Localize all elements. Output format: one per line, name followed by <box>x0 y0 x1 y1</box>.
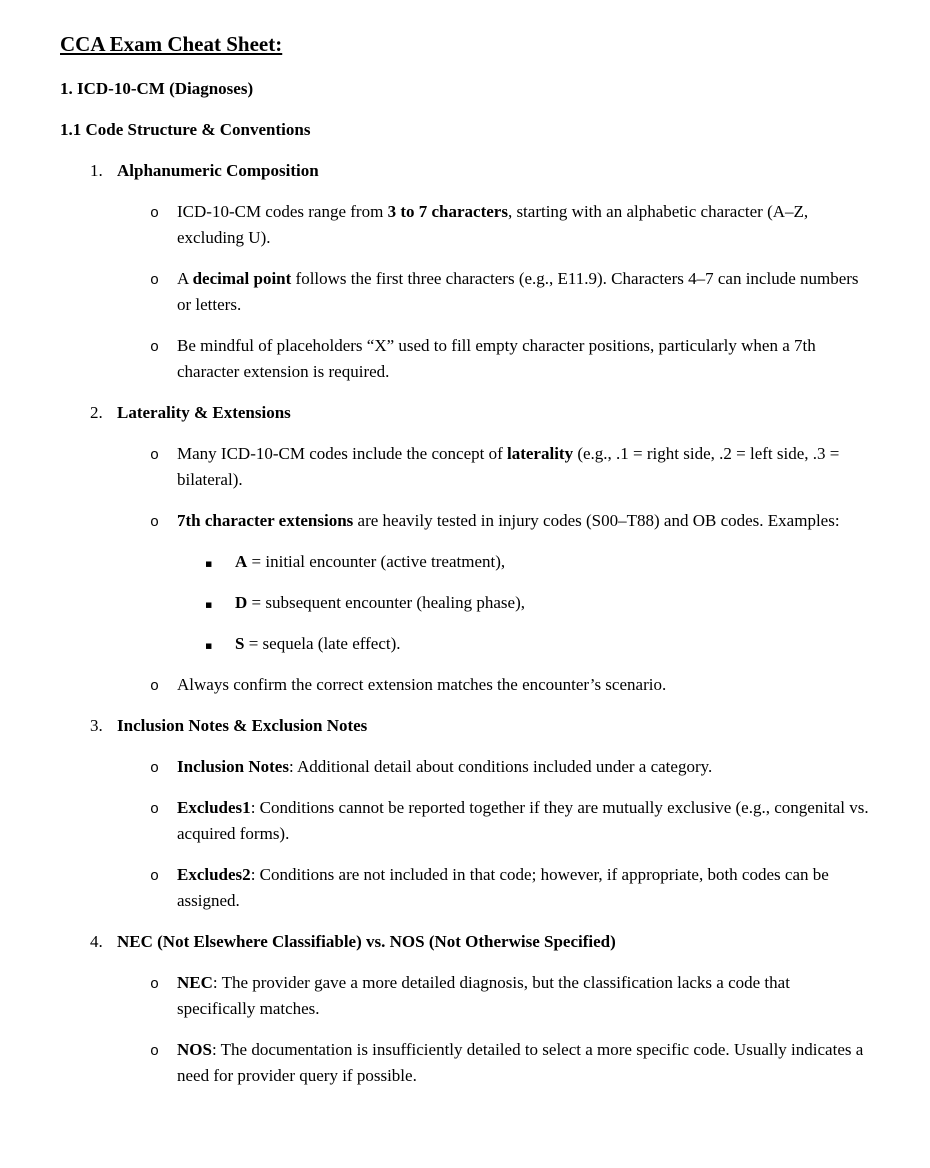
bold-run: 3 to 7 characters <box>387 202 508 221</box>
bold-run: A <box>235 552 248 571</box>
text-run: : The provider gave a more detailed diagnosis, but the classification lacks a code that specifically matches. <box>177 973 790 1018</box>
bullet-text <box>177 795 870 847</box>
bullet-item <box>150 672 870 698</box>
circle-bullet-icon: o <box>150 514 160 531</box>
bullet-item <box>150 1037 870 1089</box>
bullet-text <box>177 333 870 385</box>
circle-bullet-icon: o <box>150 1043 160 1060</box>
sub-bullet-text <box>235 631 870 657</box>
bullet-text <box>177 199 870 251</box>
bullet-item <box>150 333 870 385</box>
circle-bullet-icon: o <box>150 760 160 777</box>
bullet-text <box>177 1037 870 1089</box>
document-title: CCA Exam Cheat Sheet: <box>60 32 283 56</box>
bullet-item <box>150 508 870 534</box>
bullet-text <box>177 441 870 493</box>
bullet-item <box>150 862 870 914</box>
bullet-item <box>150 199 870 251</box>
text-run: follows the first three characters (e.g., E11.9). Characters 4–7 can include numbers or letters. <box>177 269 859 314</box>
bold-run: Excludes2 <box>177 865 251 884</box>
text-run: = sequela (late effect). <box>244 634 401 653</box>
numbered-item <box>90 400 870 426</box>
circle-bullet-icon: o <box>150 678 160 695</box>
circle-bullet-icon: o <box>150 447 160 464</box>
text-run: A <box>177 269 193 288</box>
text-run: : Conditions cannot be reported together if they are mutually exclusive (e.g., congenital vs. acquired forms). <box>177 798 869 843</box>
sub-bullet-text <box>235 590 870 616</box>
subsection-heading: 1.1 Code Structure & Conventions <box>60 120 311 139</box>
bold-run: 7th character extensions <box>177 511 354 530</box>
list-number: 1. <box>90 161 103 180</box>
circle-bullet-icon: o <box>150 272 160 289</box>
circle-bullet-icon: o <box>150 801 160 818</box>
bold-run: D <box>235 593 248 612</box>
text-run: Be mindful of placeholders “X” used to fill empty character positions, particularly when a 7th character extension is required. <box>177 336 816 381</box>
bullet-item <box>150 441 870 493</box>
list-number: 3. <box>90 716 103 735</box>
bold-run: S <box>235 634 245 653</box>
sub-bullet-text <box>235 549 870 575</box>
bold-run: Excludes1 <box>177 798 251 817</box>
bullet-text <box>177 266 870 318</box>
bold-run: Inclusion Notes <box>177 757 289 776</box>
bold-run: NEC <box>177 973 213 992</box>
text-run: = initial encounter (active treatment), <box>247 552 506 571</box>
item-heading: Alphanumeric Composition <box>117 161 319 180</box>
bullet-item <box>150 795 870 847</box>
text-run: : The documentation is insufficiently detailed to select a more specific code. Usually indicates a need for provider query if possible. <box>177 1040 864 1085</box>
item-heading: Laterality & Extensions <box>117 403 291 422</box>
circle-bullet-icon: o <box>150 976 160 993</box>
bold-run: decimal point <box>192 269 292 288</box>
bullet-item <box>150 754 870 780</box>
text-run: are heavily tested in injury codes (S00–T88) and OB codes. Examples: <box>353 511 840 530</box>
text-run: : Conditions are not included in that code; however, if appropriate, both codes can be assigned. <box>177 865 829 910</box>
text-run: = subsequent encounter (healing phase), <box>247 593 526 612</box>
bullet-item <box>150 970 870 1022</box>
numbered-item <box>90 158 870 184</box>
list-number: 4. <box>90 932 103 951</box>
bold-run: NOS <box>177 1040 212 1059</box>
bullet-text <box>177 862 870 914</box>
item-heading: Inclusion Notes & Exclusion Notes <box>117 716 368 735</box>
bullet-text <box>177 970 870 1022</box>
text-run: , starting with an alphabetic character (A–Z, excluding U). <box>177 202 809 247</box>
text-run: Many ICD-10-CM codes include the concept of <box>177 444 507 463</box>
sub-bullet-item <box>205 631 870 657</box>
bold-run: laterality <box>507 444 574 463</box>
text-run: (e.g., .1 = right side, .2 = left side, .3 = bilateral). <box>177 444 840 489</box>
numbered-item <box>90 713 870 739</box>
square-bullet-icon: ▪ <box>205 639 213 652</box>
text-run: ICD-10-CM codes range from <box>177 202 388 221</box>
circle-bullet-icon: o <box>150 205 160 222</box>
text-run: Always confirm the correct extension matches the encounter’s scenario. <box>177 675 667 694</box>
bullet-item <box>150 266 870 318</box>
sub-bullet-item <box>205 590 870 616</box>
outline-list <box>60 158 870 1089</box>
bullet-text <box>177 508 870 534</box>
square-bullet-icon: ▪ <box>205 598 213 611</box>
sub-bullet-item <box>205 549 870 575</box>
bullet-text <box>177 672 870 698</box>
square-bullet-icon: ▪ <box>205 557 213 570</box>
text-run: : Additional detail about conditions included under a category. <box>288 757 713 776</box>
circle-bullet-icon: o <box>150 339 160 356</box>
item-heading: NEC (Not Elsewhere Classifiable) vs. NOS (Not Otherwise Specified) <box>117 932 616 951</box>
numbered-item <box>90 929 870 955</box>
bullet-text <box>177 754 870 780</box>
list-number: 2. <box>90 403 103 422</box>
circle-bullet-icon: o <box>150 868 160 885</box>
section-heading: 1. ICD-10-CM (Diagnoses) <box>60 79 254 98</box>
